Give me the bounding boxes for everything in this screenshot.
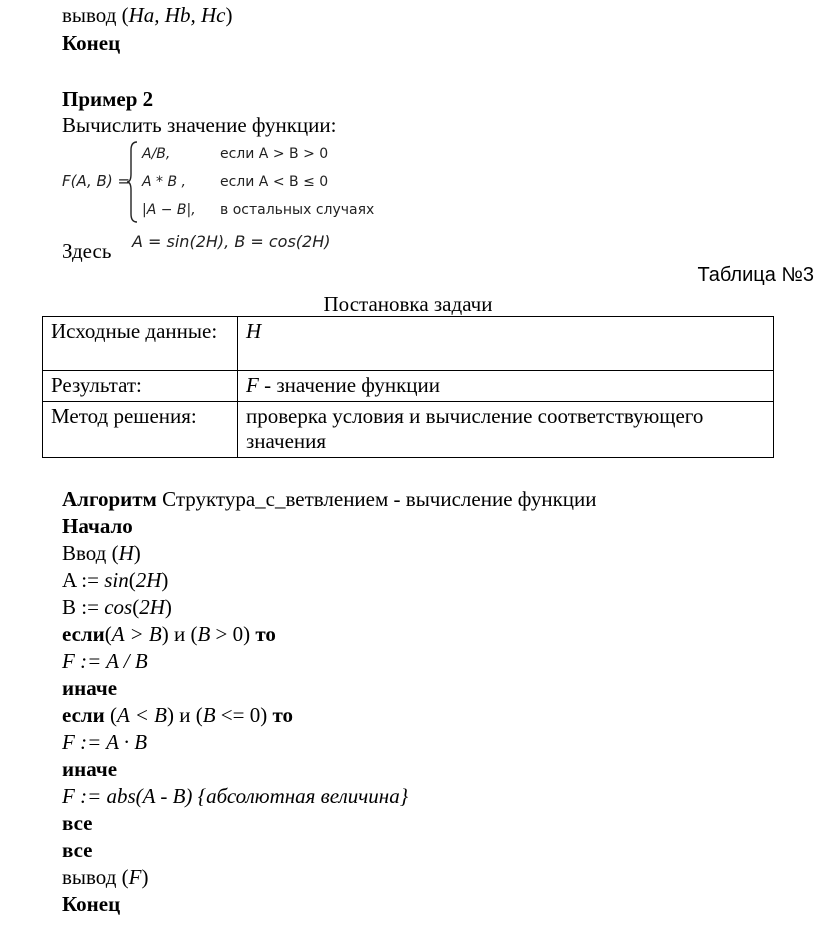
algorithm-if-2: если (A < B) и (B <= 0) то [62,703,294,727]
formula-case-3-expr: |A − B|, [142,202,196,218]
algorithm-assign-b: B := cos(2H) [62,595,172,619]
formula-case-2-expr: A * B , [142,174,186,190]
table-cell-value: проверка условия и вычисление соответствующего значения [238,402,774,458]
formula-brace [127,140,139,224]
algorithm-if-1: если(A > B) и (B > 0) то [62,622,276,646]
example-task: Вычислить значение функции: [62,113,337,137]
algorithm-heading: Алгоритм Структура_с_ветвлением - вычисление функции [62,487,597,511]
formula-case-3-cond: в остальных случаях [220,202,375,218]
table-row [43,371,774,402]
algorithm-output: вывод (F) [62,865,149,889]
here-label: Здесь [62,239,112,263]
table-row [43,317,774,371]
end-line-top: Конец [62,31,121,55]
table-title: Постановка задачи [323,292,493,316]
algorithm-else-2: иначе [62,757,118,781]
table-cell-value: H [238,317,774,371]
formula-case-1-expr: A/B, [142,146,171,162]
formula-case-2-cond: если A < B ≤ 0 [220,174,329,190]
algorithm-all-1: все [62,811,93,835]
algorithm-end: Конец [62,892,121,916]
algorithm-all-2: все [62,838,93,862]
output-line-top: вывод (Ha, Hb, Hc) [62,3,233,27]
formula-case-1-cond: если A > B > 0 [220,146,329,162]
algorithm-f3: F := abs(A - B) {абсолютная величина} [62,784,409,808]
algorithm-f2: F := A · B [62,730,148,754]
algorithm-f1: F := A / B [62,649,148,673]
here-formula: A = sin(2H), B = cos(2H) [132,232,331,251]
algorithm-assign-a: A := sin(2H) [62,568,169,592]
table-label: Таблица №3 [697,264,814,286]
example-title: Пример 2 [62,87,154,111]
table-row [43,402,774,458]
algorithm-begin: Начало [62,514,133,538]
formula-lhs: F(A, B) = [62,172,131,190]
table-cell-label: Исходные данные: [43,317,238,371]
task-table [42,316,774,458]
algorithm-input: Ввод (H) [62,541,141,565]
table-cell-label: Результат: [43,371,238,402]
table-cell-value: F - значение функции [238,371,774,402]
algorithm-else-1: иначе [62,676,118,700]
table-cell-label: Метод решения: [43,402,238,458]
